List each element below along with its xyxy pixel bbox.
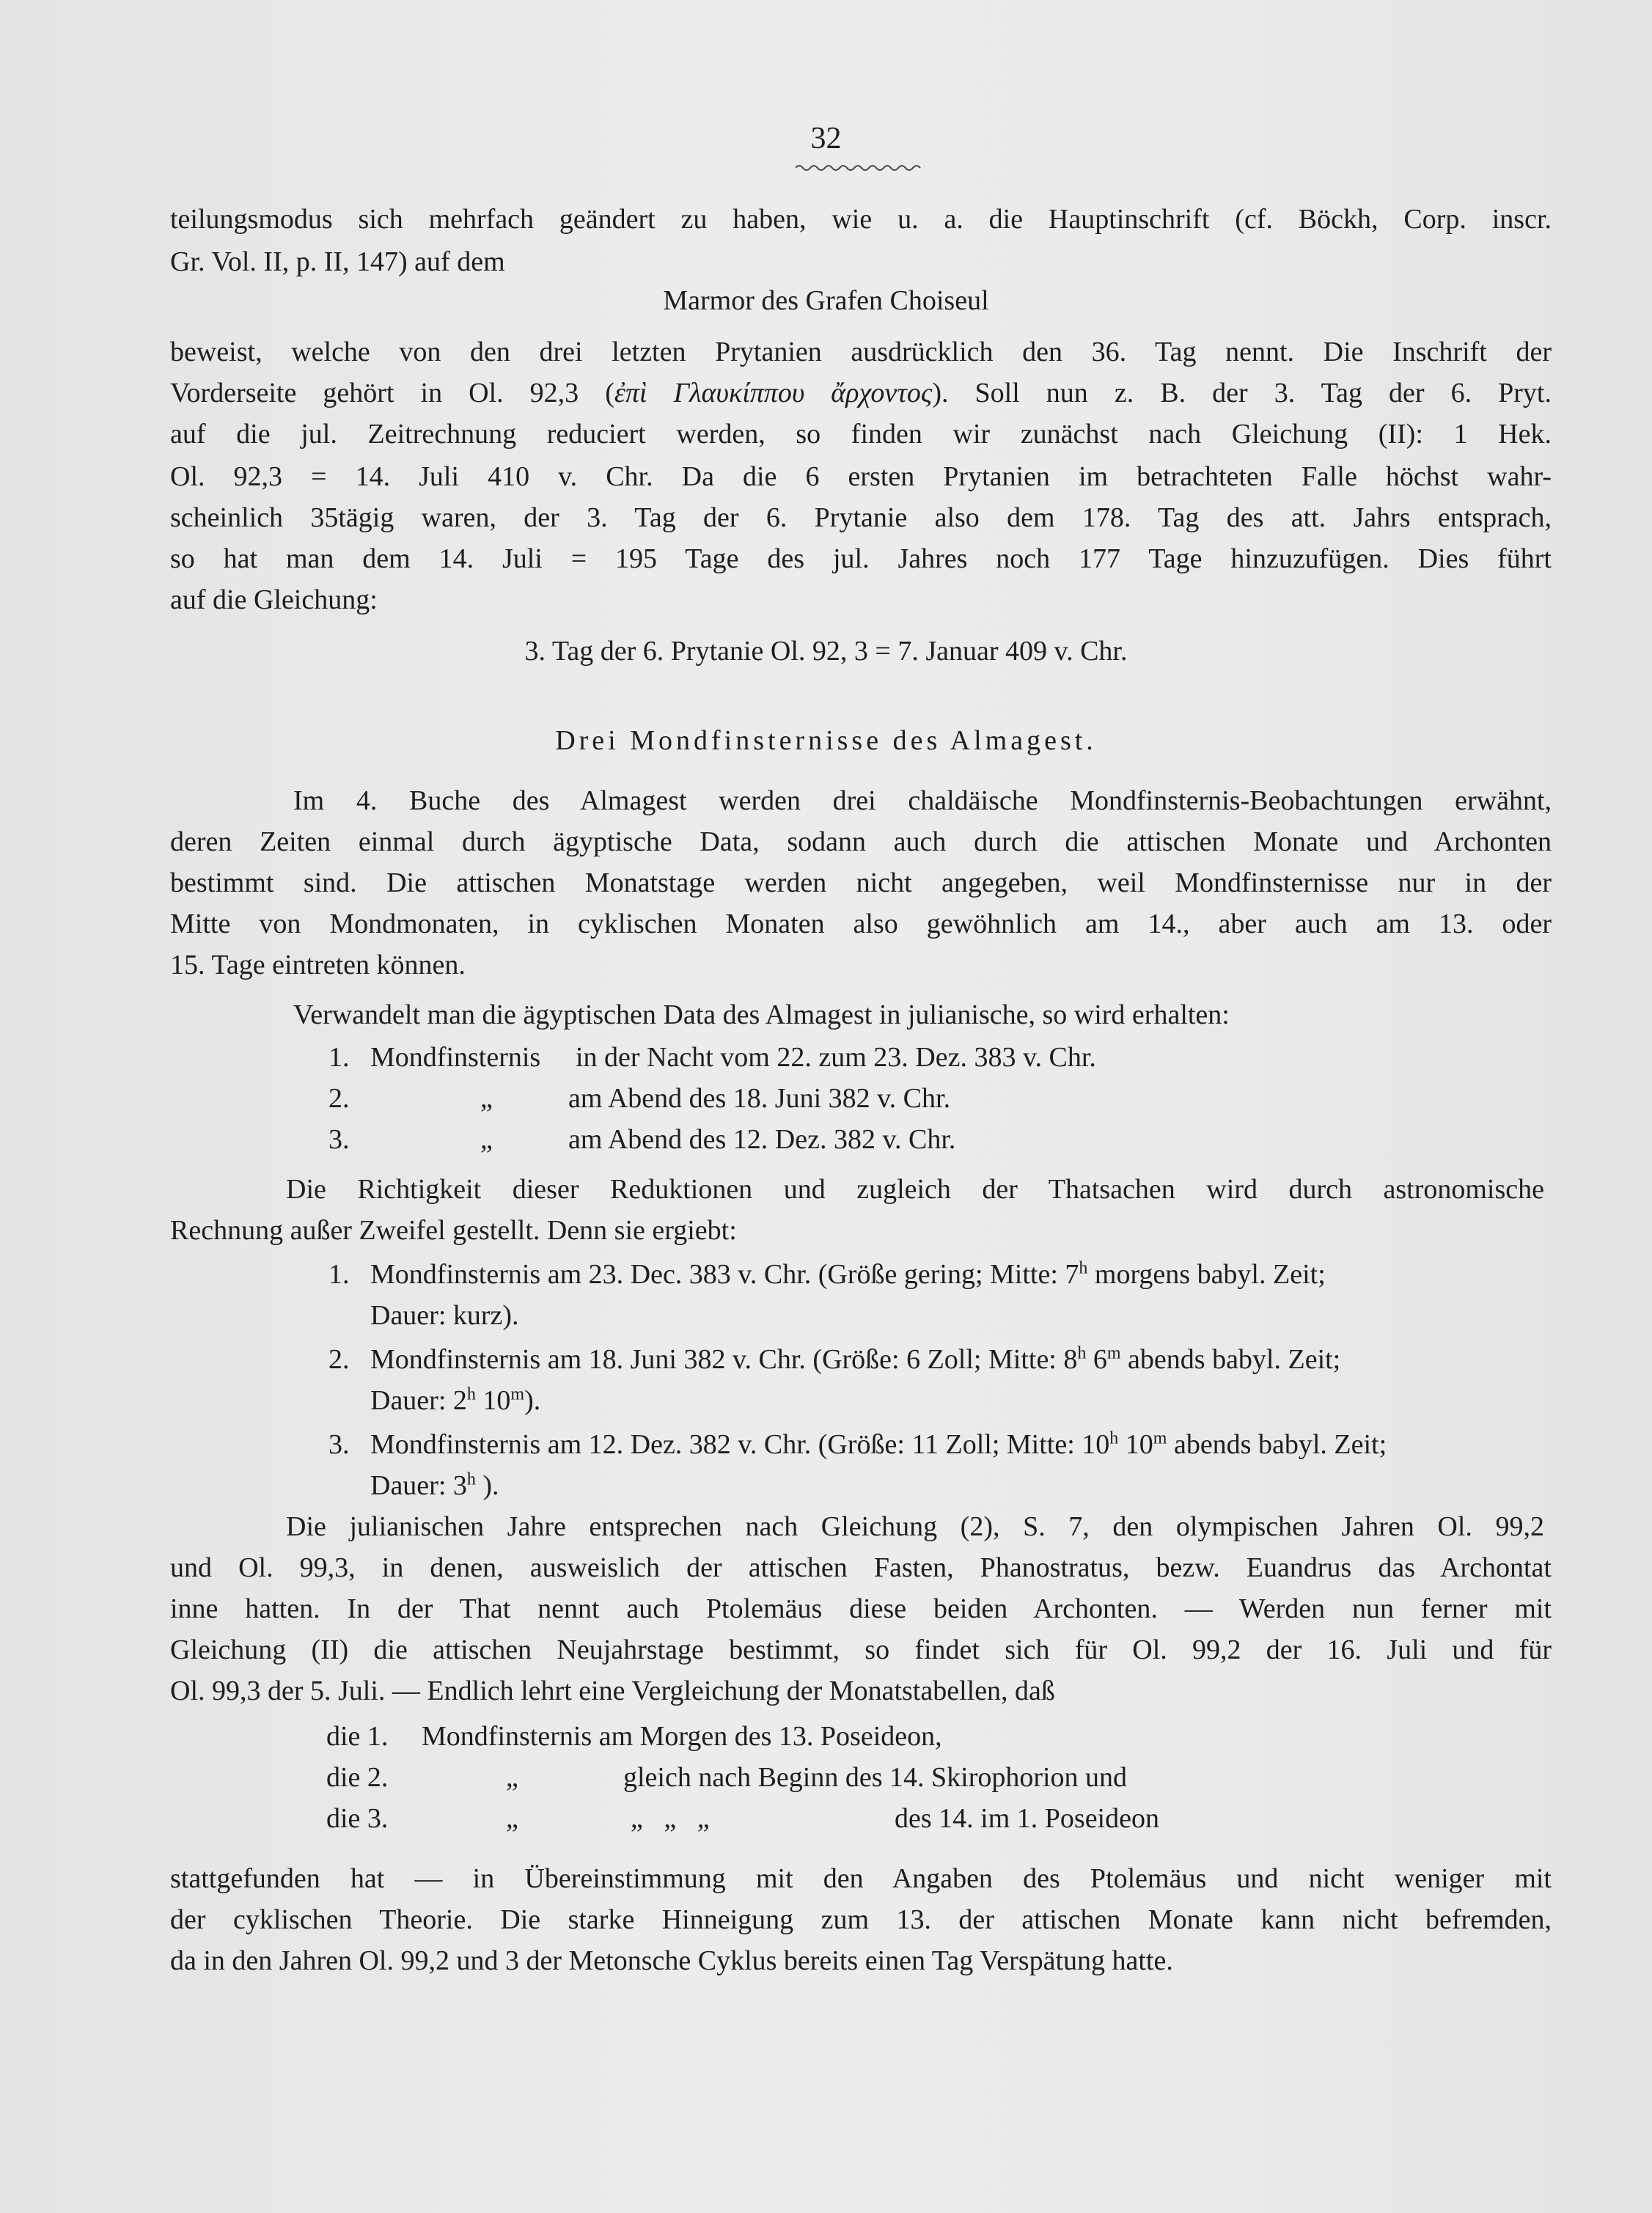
text-line: Im 4. Buche des Almagest werden drei chaldäische Mondfinsternis-Beobachtungen erwähnt,: [293, 785, 1552, 816]
list-item: Mondfinsternis: [370, 1042, 541, 1073]
list-item: die 2.: [326, 1762, 389, 1793]
text-line: Ol. 92,3 = 14. Juli 410 v. Chr. Da die 6 ersten Prytanien im betrachteten Falle höchst wahr-: [170, 461, 1552, 492]
text-line: beweist, welche von den drei letzten Prytanien ausdrücklich den 36. Tag nennt. Die Inschrift der: [170, 337, 1552, 367]
text-line: auf die jul. Zeitrechnung reduciert werden, so finden wir zunächst nach Gleichung (II): 1 Hek.: [170, 419, 1552, 449]
list-item: die 1.: [326, 1721, 389, 1752]
ditto-mark: „: [480, 1083, 493, 1114]
text-line: der cyklischen Theorie. Die starke Hinneigung zum 13. der attischen Monate kann nicht befremden,: [170, 1904, 1552, 1935]
text-line: Gr. Vol. II, p. II, 147) auf dem: [170, 246, 505, 277]
list-number: 1.: [328, 1259, 350, 1290]
list-number: 3.: [328, 1429, 350, 1460]
text-line: inne hatten. In der That nennt auch Ptolemäus diese beiden Archonten. — Werden nun ferner mit: [170, 1593, 1552, 1624]
list-item: am Abend des 18. Juni 382 v. Chr.: [568, 1083, 951, 1114]
subheading: Marmor des Grafen Choiseul: [663, 285, 989, 316]
list-item: Dauer: 2$^h$ 10$^m$).: [370, 1384, 541, 1416]
page-number: 32: [810, 122, 842, 155]
list-number: 1.: [328, 1042, 350, 1073]
text-line: so hat man dem 14. Juli = 195 Tage des jul. Jahres noch 177 Tage hinzuzufügen. Dies führt: [170, 543, 1552, 574]
section-title: Drei Mondfinsternisse des Almagest.: [555, 725, 1097, 756]
text-line: Die Richtigkeit dieser Reduktionen und zugleich der Thatsachen wird durch astronomische: [286, 1174, 1544, 1205]
text-line: stattgefunden hat — in Übereinstimmung mit den Angaben des Ptolemäus und nicht weniger mit: [170, 1863, 1552, 1894]
text-line: teilungsmodus sich mehrfach geändert zu haben, wie u. a. die Hauptinschrift (cf. Böckh, Corp. inscr.: [170, 204, 1552, 235]
list-item: gleich nach Beginn des 14. Skirophorion und: [623, 1762, 1128, 1793]
text-line: Verwandelt man die ägyptischen Data des Almagest in julianische, so wird erhalten:: [293, 999, 1230, 1030]
text-line: bestimmt sind. Die attischen Monatstage werden nicht angegeben, weil Mondfinsternisse nur in der: [170, 867, 1552, 898]
text-line: Mitte von Mondmonaten, in cyklischen Monaten also gewöhnlich am 14., aber auch am 13. oder: [170, 909, 1552, 939]
text-line: Gleichung (II) die attischen Neujahrstage bestimmt, so findet sich für Ol. 99,2 der 16. Juli und für: [170, 1634, 1552, 1665]
ditto-mark: „: [506, 1762, 518, 1793]
list-item: Mondfinsternis am 12. Dez. 382 v. Chr. (Größe: 11 Zoll; Mitte: 10$^h$ 10$^m$ abends babyl. Zeit;: [370, 1428, 1387, 1460]
text-line: 15. Tage eintreten können.: [170, 950, 466, 980]
list-item: in der Nacht vom 22. zum 23. Dez. 383 v. Chr.: [576, 1042, 1096, 1073]
list-item: Dauer: 3$^h$ ).: [370, 1469, 499, 1501]
list-item: Mondfinsternis am 23. Dec. 383 v. Chr. (Größe gering; Mitte: 7$^h$ morgens babyl. Zeit;: [370, 1258, 1326, 1290]
ditto-mark: „ „ „: [631, 1803, 710, 1834]
equation: 3. Tag der 6. Prytanie Ol. 92, 3 = 7. Januar 409 v. Chr.: [524, 636, 1128, 667]
list-item: Dauer: kurz).: [370, 1300, 519, 1331]
ditto-mark: „: [480, 1124, 493, 1155]
text-line: da in den Jahren Ol. 99,2 und 3 der Metonsche Cyklus bereits einen Tag Verspätung hatte.: [170, 1945, 1173, 1976]
list-item: am Abend des 12. Dez. 382 v. Chr.: [568, 1124, 956, 1155]
list-item: Mondfinsternis am 18. Juni 382 v. Chr. (Größe: 6 Zoll; Mitte: 8$^h$ 6$^m$ abends babyl. Zeit;: [370, 1343, 1341, 1375]
ditto-mark: „: [506, 1803, 518, 1834]
list-number: 2.: [328, 1083, 350, 1114]
text-line: auf die Gleichung:: [170, 584, 378, 615]
ornament-squiggle: [796, 163, 924, 173]
list-item: des 14. im 1. Poseideon: [895, 1803, 1159, 1834]
list-item: Mondfinsternis am Morgen des 13. Poseideon,: [422, 1721, 942, 1752]
text-line: scheinlich 35tägig waren, der 3. Tag der 6. Prytanie also dem 178. Tag des att. Jahrs entsprach,: [170, 502, 1552, 533]
list-number: 2.: [328, 1344, 350, 1375]
greek-text: ἐπὶ Γλαυκίππου ἄρχοντος: [614, 378, 933, 408]
text-line: Vorderseite gehört in Ol. 92,3 (ἐπὶ Γλαυκίππου ἄρχοντος). Soll nun z. B. der 3. Tag der 6. Pryt.: [170, 378, 1552, 408]
text-line: Die julianischen Jahre entsprechen nach Gleichung (2), S. 7, den olympischen Jahren Ol. 99,2: [286, 1511, 1544, 1542]
text-line: und Ol. 99,3, in denen, ausweislich der attischen Fasten, Phanostratus, bezw. Euandrus das Archontat: [170, 1552, 1552, 1583]
text-line: deren Zeiten einmal durch ägyptische Data, sodann auch durch die attischen Monate und Archonten: [170, 826, 1552, 857]
text-line: Rechnung außer Zweifel gestellt. Denn sie ergiebt:: [170, 1215, 737, 1246]
text-line: Ol. 99,3 der 5. Juli. — Endlich lehrt eine Vergleichung der Monatstabellen, daß: [170, 1676, 1055, 1706]
list-number: 3.: [328, 1124, 350, 1155]
list-item: die 3.: [326, 1803, 389, 1834]
